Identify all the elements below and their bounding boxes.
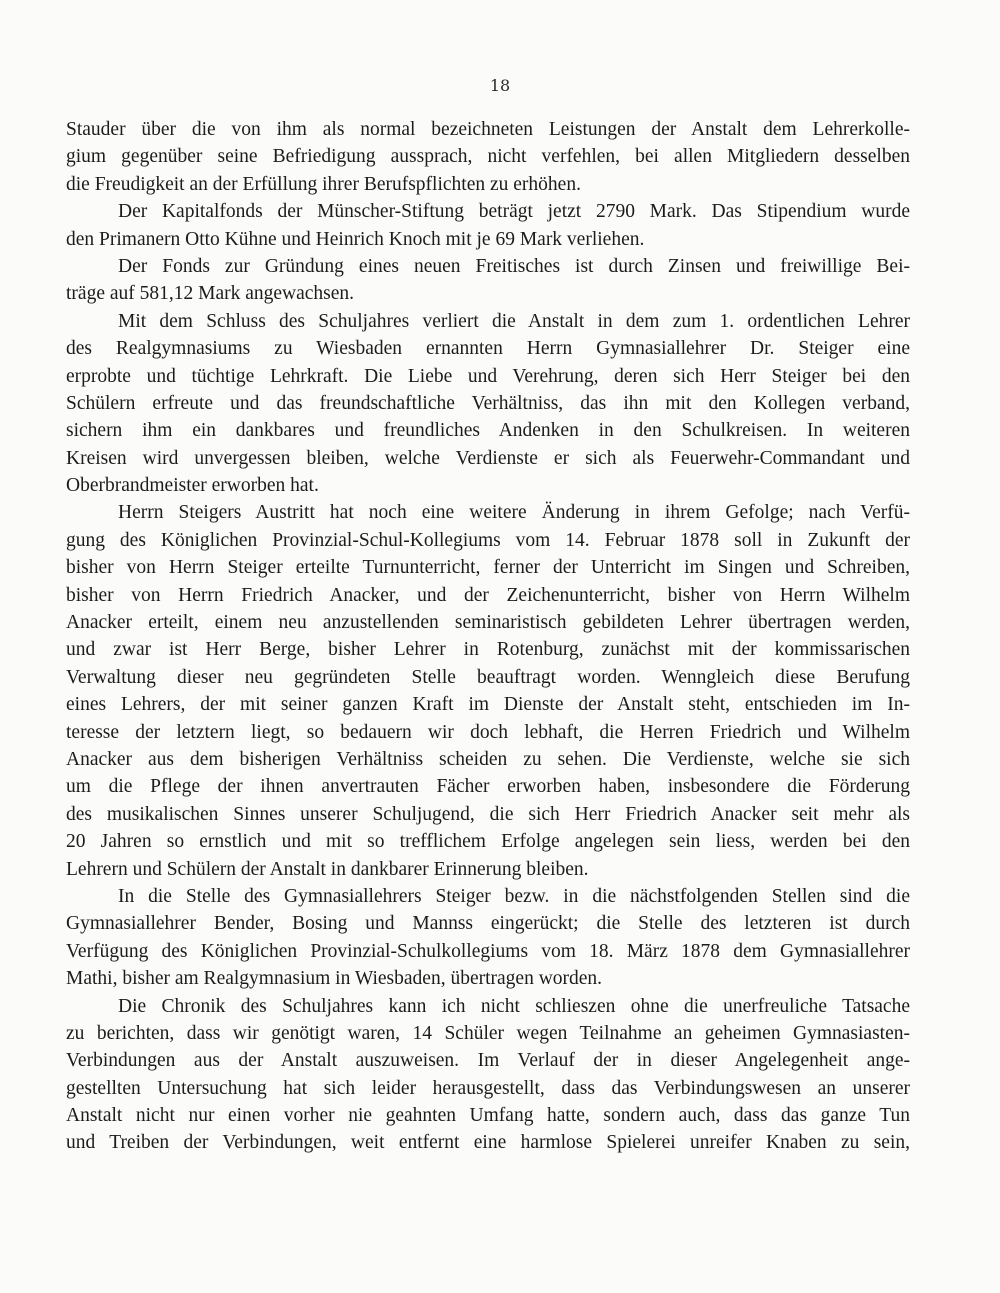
text-line: zu berichten, dass wir genötigt waren, 14 Schüler wegen Teilnahme an geheimen Gymnasiasten- <box>66 1022 910 1044</box>
text-line: des musikalischen Sinnes unserer Schuljugend, die sich Herr Friedrich Anacker seit mehr als <box>66 803 910 825</box>
text-line: Anstalt nicht nur einen vorher nie geahnten Umfang hatte, sondern auch, dass das ganze Tun <box>66 1105 910 1127</box>
text-line: und zwar ist Herr Berge, bisher Lehrer in Rotenburg, zunächst mit der kommissarischen <box>66 639 910 661</box>
text-line: gung des Königlichen Provinzial-Schul-Kollegiums vom 14. Februar 1878 soll in Zukunft der <box>66 529 910 551</box>
text-line: bisher von Herrn Friedrich Anacker, und der Zeichenunterricht, bisher von Herrn Wilhelm <box>66 584 910 606</box>
text-line: Anacker erteilt, einem neu anzustellenden seminaristisch gebildeten Lehrer übertragen werden, <box>66 612 910 634</box>
text-line: Oberbrandmeister erworben hat. <box>66 475 319 497</box>
text-line: Verbindungen aus der Anstalt auszuweisen. Im Verlauf der in dieser Angelegenheit ange- <box>66 1050 910 1072</box>
text-line: des Realgymnasiums zu Wiesbaden ernannten Herrn Gymnasiallehrer Dr. Steiger eine <box>66 338 910 360</box>
text-line: Verwaltung dieser neu gegründeten Stelle beauftragt worden. Wenngleich diese Berufung <box>66 666 910 688</box>
text-line: teresse der letztern liegt, so bedauern wir doch lebhaft, die Herren Friedrich und Wilhelm <box>66 721 910 743</box>
text-line: sichern ihm ein dankbares und freundliches Andenken in den Schulkreisen. In weiteren <box>66 420 910 442</box>
text-line: eines Lehrers, der mit seiner ganzen Kraft im Dienste der Anstalt steht, entschieden im In- <box>66 694 910 716</box>
text-line: die Freudigkeit an der Erfüllung ihrer Berufspflichten zu erhöhen. <box>66 173 581 195</box>
text-line: gestellten Untersuchung hat sich leider herausgestellt, dass das Verbindungswesen an unserer <box>66 1077 910 1099</box>
text-line: Herrn Steigers Austritt hat noch eine weitere Änderung in ihrem Gefolge; nach Verfü- <box>118 502 910 524</box>
text-line: bisher von Herrn Steiger erteilte Turnunterricht, ferner der Unterricht im Singen und Schreiben, <box>66 557 910 579</box>
text-line: Anacker aus dem bisherigen Verhältniss scheiden zu sehen. Die Verdienste, welche sie sich <box>66 748 910 770</box>
text-line: Der Kapitalfonds der Münscher-Stiftung beträgt jetzt 2790 Mark. Das Stipendium wurde <box>118 201 910 223</box>
text-line: Gymnasiallehrer Bender, Bosing und Mannss eingerückt; die Stelle des letzteren ist durch <box>66 913 910 935</box>
text-line: Schülern erfreute und das freundschaftliche Verhältniss, das ihn mit den Kollegen verband, <box>66 392 910 414</box>
text-line: erprobte und tüchtige Lehrkraft. Die Liebe und Verehrung, deren sich Herr Steiger bei den <box>66 365 910 387</box>
text-line: Lehrern und Schülern der Anstalt in dankbarer Erinnerung bleiben. <box>66 858 589 880</box>
text-line: um die Pflege der ihnen anvertrauten Fächer erworben haben, insbesondere die Förderung <box>66 776 910 798</box>
text-line: 20 Jahren so ernstlich und mit so trefflichem Erfolge angelegen sein liess, werden bei den <box>66 831 910 853</box>
text-line: In die Stelle des Gymnasiallehrers Steiger bezw. in die nächstfolgenden Stellen sind die <box>118 885 910 907</box>
page-number: 18 <box>489 76 511 95</box>
text-line: und Treiben der Verbindungen, weit entfernt eine harmlose Spielerei unreifer Knaben zu sein, <box>66 1132 910 1154</box>
text-line: träge auf 581,12 Mark angewachsen. <box>66 283 355 305</box>
text-line: Der Fonds zur Gründung eines neuen Freitisches ist durch Zinsen und freiwillige Bei- <box>118 255 910 277</box>
text-line: Mit dem Schluss des Schuljahres verliert die Anstalt in dem zum 1. ordentlichen Lehrer <box>118 310 910 332</box>
text-line: gium gegenüber seine Befriedigung aussprach, nicht verfehlen, bei allen Mitgliedern desselben <box>66 146 910 168</box>
body-text <box>66 116 910 1157</box>
text-line: Kreisen wird unvergessen bleiben, welche Verdienste er sich als Feuerwehr-Commandant und <box>66 447 910 469</box>
text-line: Mathi, bisher am Realgymnasium in Wiesbaden, übertragen worden. <box>66 968 603 990</box>
text-line: Die Chronik des Schuljahres kann ich nicht schlieszen ohne die unerfreuliche Tatsache <box>118 995 910 1017</box>
text-line: den Primanern Otto Kühne und Heinrich Knoch mit je 69 Mark verliehen. <box>66 228 645 250</box>
text-line: Stauder über die von ihm als normal bezeichneten Leistungen der Anstalt dem Lehrerkolle- <box>66 119 910 140</box>
text-line: Verfügung des Königlichen Provinzial-Schulkollegiums vom 18. März 1878 dem Gymnasiallehrer <box>66 940 910 962</box>
